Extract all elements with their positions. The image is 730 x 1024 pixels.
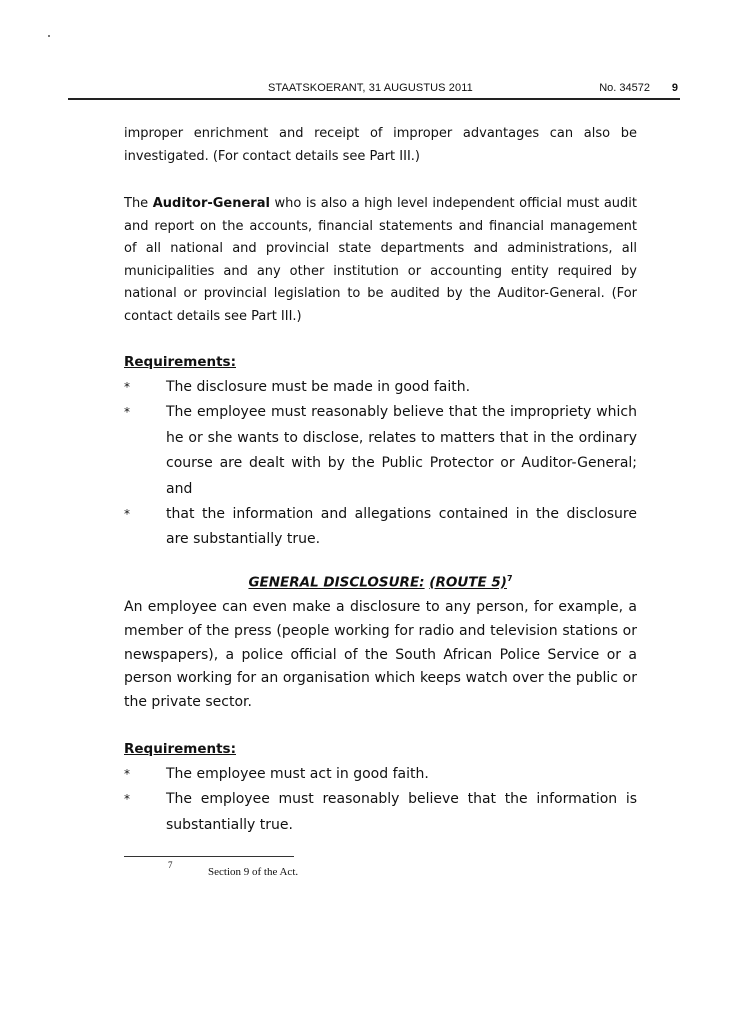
requirement-item xyxy=(124,400,637,502)
requirement-text: The disclosure must be made in good faith. xyxy=(166,379,471,395)
stray-mark xyxy=(48,35,50,37)
footnote-divider xyxy=(124,856,294,857)
paragraph-enrichment: improper enrichment and receipt of improper advantages can also be investigated. (For contact details see Part III.) xyxy=(124,126,637,164)
paragraph-start: The xyxy=(124,196,153,211)
header-title: STAATSKOERANT, 31 AUGUSTUS 2011 xyxy=(268,82,473,94)
general-disclosure-title: GENERAL DISCLOSURE: xyxy=(248,574,425,591)
general-disclosure-heading xyxy=(124,574,637,591)
requirement-text: The employee must reasonably believe that the impropriety which he or she wants to disclose, relates to matters that in the ordinary course are dealt with by the Public Protector or Auditor-General; and xyxy=(166,404,637,497)
requirement-text: The employee must reasonably believe that the information is substantially true. xyxy=(166,791,637,833)
footnote-reference: 7 xyxy=(506,574,513,583)
footnote-number: 7 xyxy=(168,860,173,870)
paragraph-auditor-general xyxy=(124,193,637,329)
bullet-star: * xyxy=(124,792,130,807)
requirement-text: that the information and allegations contained in the disclosure are substantially true. xyxy=(166,506,637,548)
route-label: (ROUTE 5) xyxy=(429,574,507,591)
header-divider xyxy=(68,98,680,100)
paragraph-general-disclosure: An employee can even make a disclosure to any person, for example, a member of the press (people working for radio and television stations or newspapers), a police official of the South African Police Service or a person working for an organisation which keeps watch over the public or the private sector. xyxy=(124,599,637,711)
page-header xyxy=(68,80,678,100)
bullet-star: * xyxy=(124,405,130,420)
requirement-text: The employee must act in good faith. xyxy=(166,766,429,782)
footnote-text: Section 9 of the Act. xyxy=(208,866,299,878)
page-number: 9 xyxy=(671,82,678,94)
requirement-item xyxy=(124,787,637,838)
requirements-list-2 xyxy=(124,762,637,838)
bullet-star: * xyxy=(124,380,130,394)
paragraph-rest: who is also a high level independent official must audit and report on the accounts, financial statements and financial management of all national and provincial state departments and administrations, all municipalities and any other institution or accounting entity required by national or provincial legislation to be audited by the Auditor-General. (For contact details see Part III.) xyxy=(124,196,637,324)
header-number: No. 34572 xyxy=(599,82,650,94)
auditor-general-term: Auditor-General xyxy=(152,196,270,211)
requirements-heading-1: Requirements: xyxy=(124,354,236,370)
requirements-list-1 xyxy=(124,375,637,553)
requirement-item xyxy=(124,375,637,400)
bullet-star: * xyxy=(124,767,130,781)
bullet-star: * xyxy=(124,507,130,522)
requirements-heading-2: Requirements: xyxy=(124,741,236,757)
requirement-item xyxy=(124,502,637,553)
requirement-item xyxy=(124,762,637,787)
